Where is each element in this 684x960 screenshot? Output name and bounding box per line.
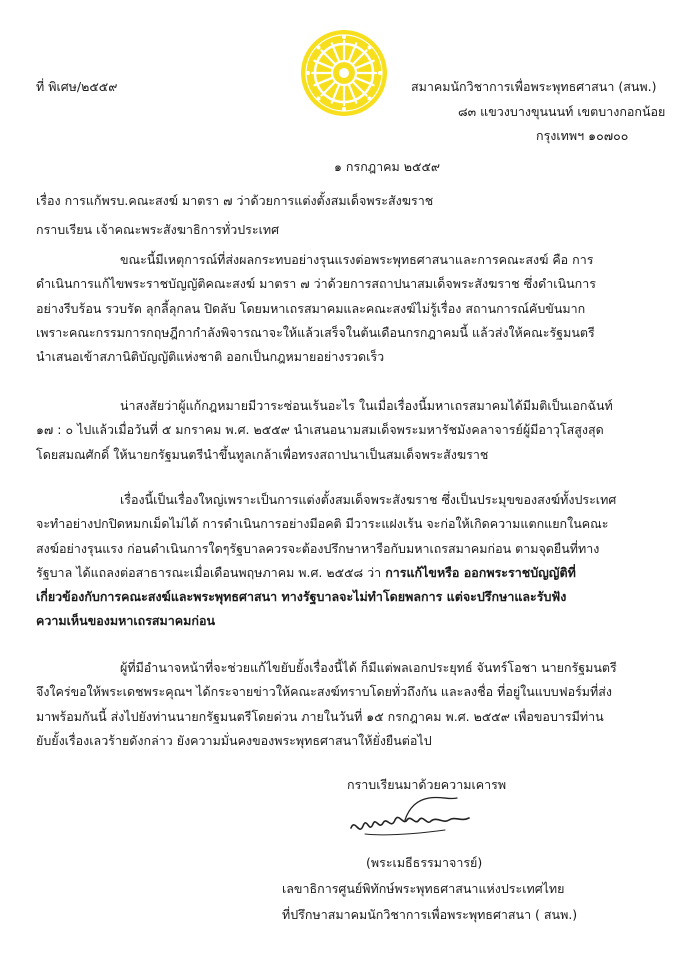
signer-title-1: เลขาธิการศูนย์พิทักษ์พระพุทธศาสนาแห่งประเทศไทย (282, 881, 565, 896)
paragraph-line: ดำเนินการแก้ไขพระราชบัญญัติคณะสงฆ์ มาตรา ๗ ว่าด้วยการสถาปนาสมเด็จพระสังฆราช ซึ่งดำเนินการ (36, 276, 596, 292)
paragraph-line: จะทำอย่างปกปิดหมกเม็ดไม่ได้ การดำเนินการอย่างมีอคติ มีวาระแฝงเร้น จะก่อให้เกิดความแตกแยกในคณะ (36, 516, 609, 532)
paragraph-line: ผู้ที่มีอำนาจหน้าที่จะช่วยแก้ไขยับยั้งเรื่องนี้ได้ ก็มีแต่พลเอกประยุทธ์ จันทร์โอชา นายกรัฐมนตรี (120, 660, 617, 675)
paragraph-line: นำเสนอเข้าสภานิติบัญญัติแห่งชาติ ออกเป็นกฎหมายอย่างรวดเร็ว (36, 349, 385, 365)
paragraph-line (36, 561, 654, 585)
signer-name: (พระเมธีธรรมาจารย์) (366, 855, 483, 870)
paragraph-1 (36, 248, 654, 369)
signer-title-2: ที่ปรึกษาสมาคมนักวิชาการเพื่อพระพุทธศาสนา ( สนพ.) (282, 907, 578, 922)
bold-statement-line: ความเห็นของมหาเถรสมาคมก่อน (36, 613, 216, 629)
reference-number: ที่ พิเศษ/๒๕๕๙ (36, 79, 118, 94)
paragraph-line-start: รัฐบาล ได้แถลงต่อสาธารณะเมื่อเดือนพฤษภาคม พ.ศ. ๒๕๕๘ ว่า (36, 564, 382, 580)
sender-name: สมาคมนักวิชาการเพื่อพระพุทธศาสนา (สนพ.) (411, 79, 657, 94)
paragraph-line: สงฆ์อย่างรุนแรง ก่อนดำเนินการใดๆรัฐบาลควรจะต้องปรึกษาหารือกับมหาเถรสมาคมก่อน ตามจุดยืนที่ทาง (36, 540, 600, 556)
paragraph-line: จึงใคร่ขอให้พระเดชพระคุณฯ ได้กระจายข่าวให้คณะสงฆ์ทราบโดยทั่วถึงกัน และลงชื่อ ที่อยู่ในแบบฟอร์มที่ส่ง (36, 684, 613, 700)
paragraph-line: ยับยั้งเรื่องเลวร้ายดังกล่าว ยังความมั่นคงของพระพุทธศาสนาให้ยั่งยืนต่อไป (36, 732, 432, 748)
paragraph-line: เรื่องนี้เป็นเรื่องใหญ่เพราะเป็นการแต่งตั้งสมเด็จพระสังฆราช ซึ่งเป็นประมุขของสงฆ์ทั้งประเทศ (120, 492, 617, 507)
bold-statement-line: เกี่ยวข้องกับการคณะสงฆ์และพระพุทธศาสนา ทางรัฐบาลจะไม่ทำโดยพลการ แต่จะปรึกษาและรับฟัง (36, 589, 567, 605)
paragraph-2 (36, 394, 654, 467)
bold-statement-start: การแก้ไขหรือ ออกพระราชบัญญัติที่ (385, 564, 576, 580)
paragraph-line: เพราะคณะกรรมการกฤษฎีกากำลังพิจารณาจะให้แล้วเสร็จในต้นเดือนกรกฎาคมนี้ แล้วส่งให้คณะรัฐมนตรี (36, 324, 595, 340)
paragraph-line: ๑๗ : ๐ ไปแล้วเมื่อวันที่ ๕ มกราคม พ.ศ. ๒๕๕๙ นำเสนอนามสมเด็จพระมหารัชมังคลาจารย์ผู้มีอาวุโสสูงสุด (36, 422, 604, 438)
sender-address-line1: ๘๓ แขวงบางขุนนนท์ เขตบางกอกน้อย (458, 104, 666, 119)
handwritten-signature-icon (345, 790, 485, 850)
paragraph-line: ขณะนี้มีเหตุการณ์ที่ส่งผลกระทบอย่างรุนแรงต่อพระพุทธศาสนาและการคณะสงฆ์ คือ การ (120, 252, 594, 267)
paragraph-3 (36, 488, 654, 634)
paragraph-line: โดยสมณศักดิ์ ให้นายกรัฐมนตรีนำขึ้นทูลเกล้าเพื่อทรงสถาปนาเป็นสมเด็จพระสังฆราช (36, 446, 489, 462)
salutation-line: กราบเรียน เจ้าคณะพระสังฆาธิการทั่วประเทศ (36, 222, 280, 237)
sender-address-line2: กรุงเทพฯ ๑๐๗๐๐ (536, 128, 629, 143)
closing-line: กราบเรียนมาด้วยความเคารพ (347, 777, 507, 792)
paragraph-4 (36, 656, 654, 753)
letter-date: ๑ กรกฎาคม ๒๕๕๙ (334, 159, 441, 174)
paragraph-line: มาพร้อมกันนี้ ส่งไปยังท่านนายกรัฐมนตรีโดยด่วน ภายในวันที่ ๑๕ กรกฎาคม พ.ศ. ๒๕๕๙ เพื่อขอบารมีท่าน (36, 708, 604, 724)
paragraph-line: อย่างรีบร้อน รวบรัด ลุกลี้ลุกลน ปิดลับ โดยมหาเถรสมาคมและคณะสงฆ์ไม่รู้เรื่อง สถานการณ์คับขันมาก (36, 300, 586, 316)
subject-line: เรื่อง การแก้พรบ.คณะสงฆ์ มาตรา ๗ ว่าด้วยการแต่งตั้งสมเด็จพระสังฆราช (36, 193, 434, 208)
paragraph-line: น่าสงสัยว่าผู้แก้กฎหมายมีวาระซ่อนเร้นอะไร ในเมื่อเรื่องนี้มหาเถรสมาคมได้มีมติเป็นเอกฉันท์ (120, 398, 613, 413)
dharma-wheel-emblem-icon (299, 28, 389, 118)
